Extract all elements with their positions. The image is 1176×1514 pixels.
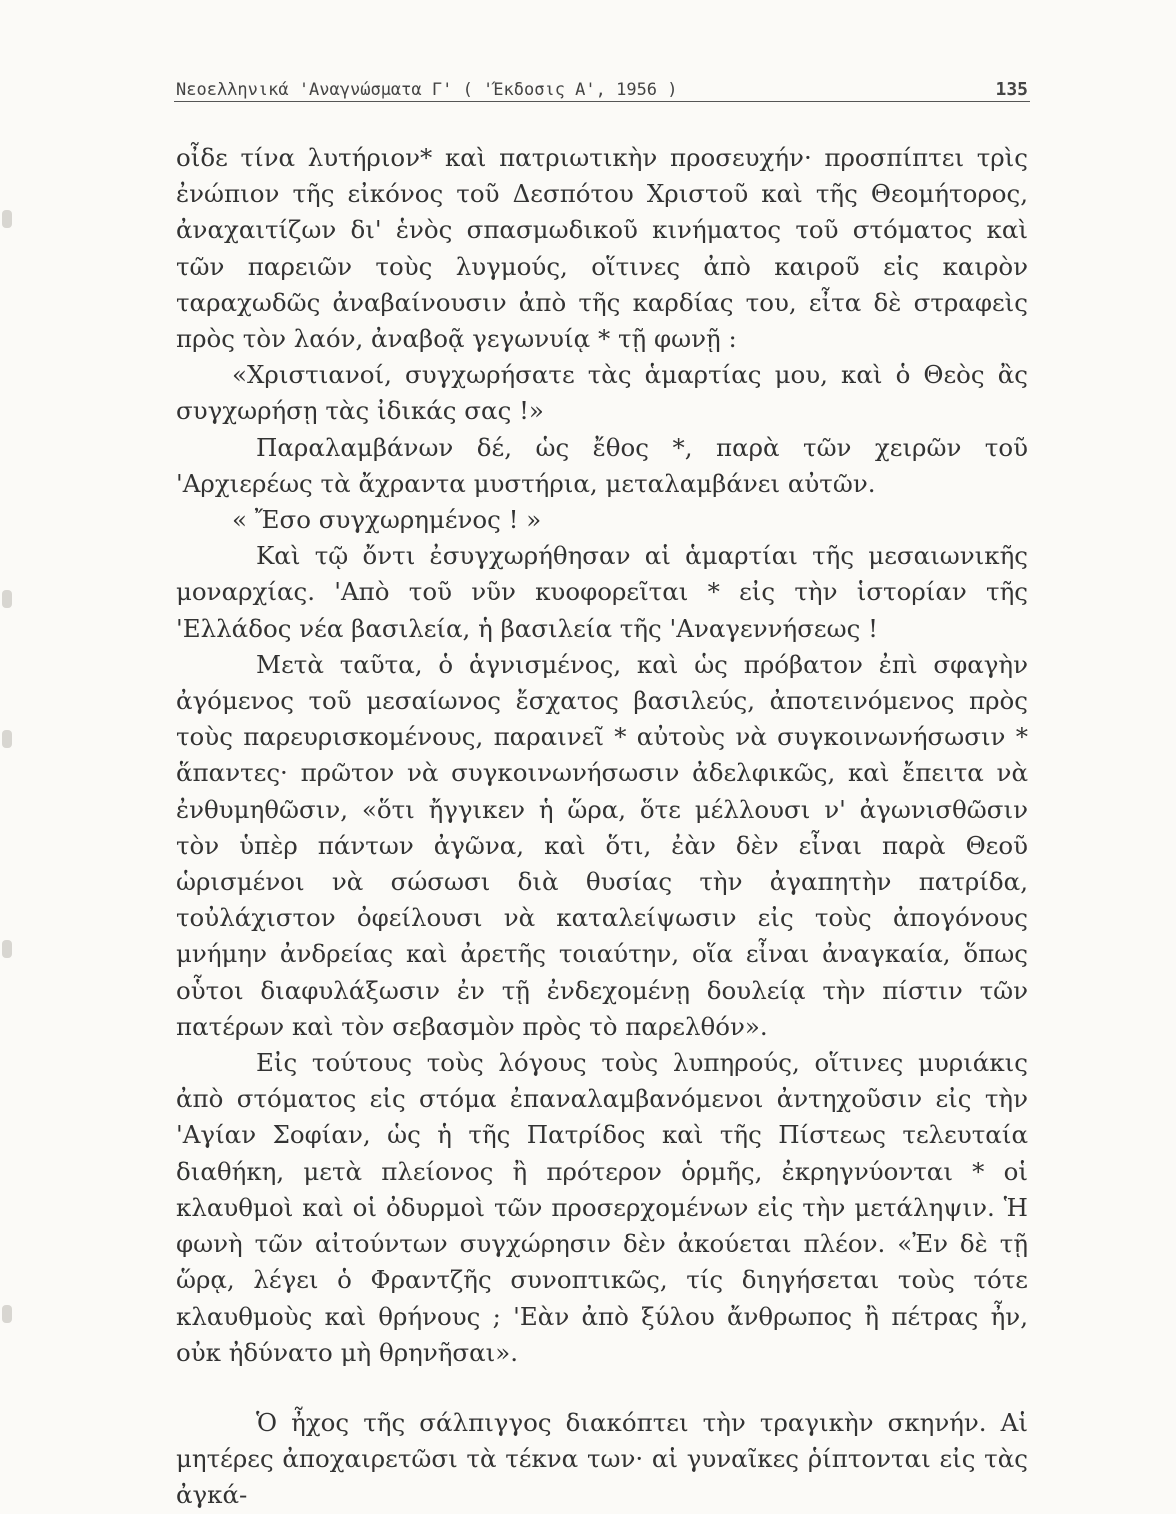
paragraph: οἶδε τίνα λυτήριον* καὶ πατριωτικὴν προσευχήν· προσπίπτει τρὶς ἐνώπιον τῆς εἰκόνος τοῦ Δεσπότου Χριστοῦ καὶ τῆς Θεομήτορος, ἀναχαιτίζων δι' ἑνὸς σπασμωδικοῦ κινήματος τοῦ στόματος καὶ τῶν παρειῶν τοὺς λυγμούς, οἵτινες ἀπὸ καιροῦ εἰς καιρὸν ταραχωδῶς ἀναβαίνουσιν ἀπὸ τῆς καρδίας του, εἶτα δὲ στραφεὶς πρὸς τὸν λαόν, ἀναβοᾷ γεγωνυίᾳ * τῇ φωνῇ : [176,143,1028,354]
margin-smudge [2,210,12,228]
margin-smudge [2,1305,12,1323]
body-text [176,140,1028,1514]
margin-smudge [2,590,12,608]
paragraph-quote: «Χριστιανοί, συγχωρήσατε τὰς ἁμαρτίας μου, καὶ ὁ Θεὸς ἂς συγχωρήσῃ τὰς ἰδικάς σας !» [176,360,1028,426]
page-number: 135 [995,79,1028,100]
paragraph: Εἰς τούτους τοὺς λόγους τοὺς λυπηρούς, οἵτινες μυριάκις ἀπὸ στόματος εἰς στόμα ἐπαναλαμβανόμενοι ἀντηχοῦσιν εἰς τὴν 'Αγίαν Σοφίαν, ὡς ἡ τῆς Πατρίδος καὶ τῆς Πίστεως τελευταία διαθήκη, μετὰ πλείονος ἢ πρότερον ὁρμῆς, ἐκρηγνύονται * οἱ κλαυθμοὶ καὶ οἱ ὀδυρμοὶ τῶν προσερχομένων εἰς τὴν μετάληψιν. Ἡ φωνὴ τῶν αἰτούντων συγχώρησιν δὲν ἀκούεται πλέον. «Ἐν δὲ τῇ ὥρᾳ, λέγει ὁ Φραντζῆς συνοπτικῶς, τίς διηγήσεται τοὺς τότε κλαυθμοὺς καὶ θρήνους ; 'Εὰν ἀπὸ ξύλου ἄνθρωπος ἢ πέτρας ἦν, οὐκ ἠδύνατο μὴ θρηνῆσαι». [176,1048,1028,1367]
paragraph: Μετὰ ταῦτα, ὁ ἁγνισμένος, καὶ ὡς πρόβατον ἐπὶ σφαγὴν ἀγόμενος τοῦ μεσαίωνος ἔσχατος βασιλεύς, ἀποτεινόμενος πρὸς τοὺς παρευρισκομένους, παραινεῖ * αὐτοὺς νὰ συγκοινωνήσωσιν * ἅπαντες· πρῶτον νὰ συγκοινωνήσωσιν ἀδελφικῶς, καὶ ἔπειτα νὰ ἐνθυμηθῶσιν, «ὅτι ἤγγικεν ἡ ὥρα, ὅτε μέλλουσι ν' ἀγωνισθῶσιν τὸν ὑπὲρ πάντων ἀγῶνα, καὶ ὅτι, ἐὰν δὲν εἶναι παρὰ Θεοῦ ὡρισμένοι νὰ σώσωσι διὰ θυσίας τὴν ἀγαπητὴν πατρίδα, τοὐλάχιστον ὀφείλουσι νὰ καταλείψωσιν εἰς τοὺς ἀπογόνους μνήμην ἀνδρείας καὶ ἀρετῆς τοιαύτην, οἵα εἶναι ἀναγκαία, ὅπως οὗτοι διαφυλάξωσιν ἐν τῇ ἐνδεχομένῃ δουλείᾳ τὴν πίστιν τῶν πατέρων καὶ τὸν σεβασμὸν πρὸς τὸ παρελθόν». [176,649,1028,1041]
paragraph-quote: « Ἔσο συγχωρημένος ! » [232,505,542,535]
header-rule [174,101,1030,102]
paragraph: Παραλαμβάνων δέ, ὡς ἔθος *, παρὰ τῶν χειρῶν τοῦ 'Αρχιερέως τὰ ἄχραντα μυστήρια, μεταλαμβάνει αὐτῶν. [176,432,1028,498]
margin-smudge [2,730,12,748]
running-header [176,70,1028,100]
paragraph: Ὁ ἦχος τῆς σάλπιγγος διακόπτει τὴν τραγικὴν σκηνήν. Αἱ μητέρες ἀποχαιρετῶσι τὰ τέκνα των· αἱ γυναῖκες ῥίπτονται εἰς τὰς ἀγκά- [176,1407,1028,1510]
paragraph: Καὶ τῷ ὄντι ἐσυγχωρήθησαν αἱ ἁμαρτίαι τῆς μεσαιωνικῆς μοναρχίας. 'Απὸ τοῦ νῦν κυοφορεῖται * εἰς τὴν ἱστορίαν τῆς 'Ελλάδος νέα βασιλεία, ἡ βασιλεία τῆς 'Αναγεννήσεως ! [176,541,1028,643]
header-title: Νεοελληνικά 'Αναγνώσματα Γ' ( 'Έκδοσις Α', 1956 ) [176,80,678,100]
scan-margin-marks [0,0,30,1500]
margin-smudge [2,940,12,958]
